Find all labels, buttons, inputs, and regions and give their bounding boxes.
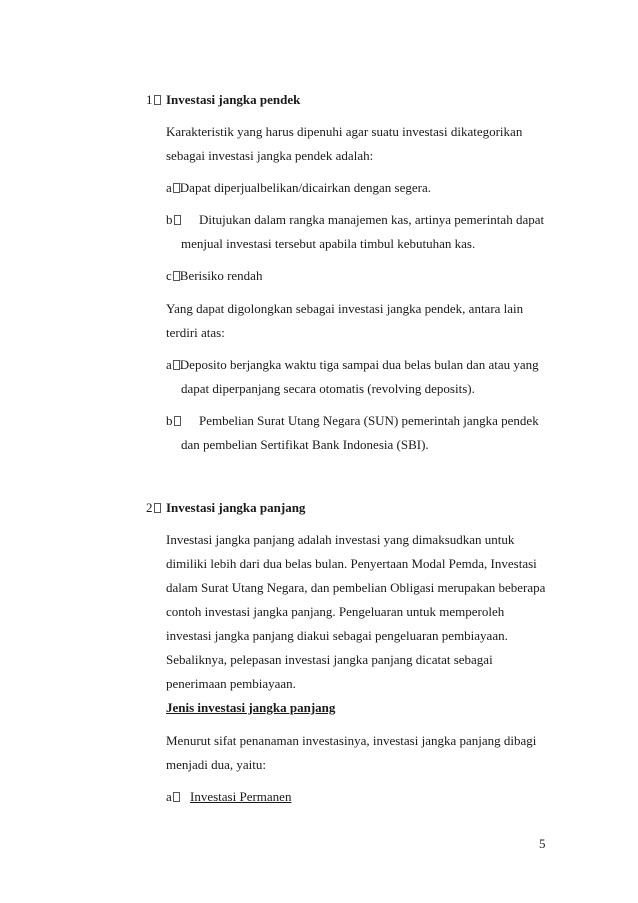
missing-glyph-icon (173, 183, 180, 193)
criteria-item-marker: b (166, 212, 181, 228)
subheading: Jenis investasi jangka panjang (166, 700, 336, 715)
criteria-item: c Berisiko rendah (166, 268, 263, 283)
paragraph-line: Sebaliknya, pelepasan investasi jangka panjang dicatat sebagai (166, 652, 493, 667)
section-1-number: 1 (146, 92, 161, 108)
paragraph-line: sebagai investasi jangka pendek adalah: (166, 148, 374, 163)
paragraph-line: Menurut sifat penanaman investasinya, investasi jangka panjang dibagi (166, 733, 537, 748)
section-2-heading: Investasi jangka panjang (166, 500, 306, 515)
type-item-continuation: dapat diperpanjang secara otomatis (revolving deposits). (181, 381, 475, 396)
paragraph-line: penerimaan pembiayaan. (166, 676, 296, 691)
investasi-permanen-heading: Investasi Permanen (190, 789, 292, 804)
section-2-number: 2 (146, 500, 161, 516)
paragraph-line: dimiliki lebih dari dua belas bulan. Penyertaan Modal Pemda, Investasi (166, 556, 537, 571)
missing-glyph-icon (173, 360, 180, 370)
missing-glyph-icon (173, 271, 180, 281)
type-item: Pembelian Surat Utang Negara (SUN) pemerintah jangka pendek (199, 413, 539, 428)
paragraph-line: Karakteristik yang harus dipenuhi agar suatu investasi dikategorikan (166, 124, 523, 139)
paragraph-line: menjadi dua, yaitu: (166, 757, 267, 772)
missing-glyph-icon (174, 215, 181, 225)
paragraph-line: terdiri atas: (166, 325, 225, 340)
missing-glyph-icon (154, 95, 161, 105)
type-item-continuation: dan pembelian Sertifikat Bank Indonesia (SBI). (181, 437, 429, 452)
type-item-marker: b (166, 413, 181, 429)
page-number: 5 (539, 836, 546, 851)
criteria-item-continuation: menjual investasi tersebut apabila timbul kebutuhan kas. (181, 236, 476, 251)
missing-glyph-icon (154, 503, 161, 513)
type-item-marker: a (166, 789, 180, 805)
paragraph-line: investasi jangka panjang diakui sebagai pengeluaran pembiayaan. (166, 628, 508, 643)
paragraph-line: Investasi jangka panjang adalah investasi yang dimaksudkan untuk (166, 532, 515, 547)
criteria-item: a Dapat diperjualbelikan/dicairkan dengan segera. (166, 180, 432, 195)
paragraph-line: Yang dapat digolongkan sebagai investasi jangka pendek, antara lain (166, 301, 524, 316)
type-item: a Deposito berjangka waktu tiga sampai dua belas bulan dan atau yang (166, 357, 539, 372)
section-1-heading: Investasi jangka pendek (166, 92, 301, 107)
missing-glyph-icon (174, 416, 181, 426)
paragraph-line: dalam Surat Utang Negara, dan pembelian Obligasi merupakan beberapa (166, 580, 546, 595)
paragraph-line: contoh investasi jangka panjang. Pengeluaran untuk memperoleh (166, 604, 505, 619)
criteria-item: Ditujukan dalam rangka manajemen kas, artinya pemerintah dapat (199, 212, 545, 227)
missing-glyph-icon (173, 792, 180, 802)
